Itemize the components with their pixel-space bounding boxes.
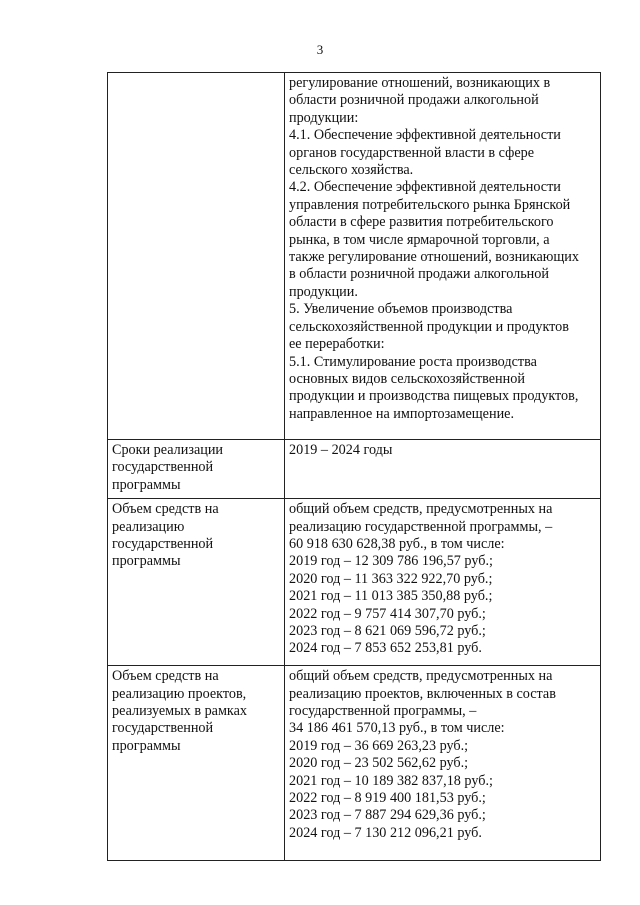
row-label-line: программы <box>112 553 181 570</box>
row-value-line: 5.1. Стимулирование роста производства <box>289 353 537 370</box>
row-value-line: 2021 год – 10 189 382 837,18 руб.; <box>289 772 493 789</box>
row-value-line: государственной программы, – <box>289 703 477 720</box>
table-row <box>108 440 601 499</box>
row-value-line: 4.1. Обеспечение эффективной деятельности <box>289 127 561 144</box>
row-value-line: продукции и производства пищевых продуктов, <box>289 388 579 405</box>
row-label-line: государственной <box>112 720 214 737</box>
row-label-line: Объем средств на <box>112 668 219 685</box>
row-value-line: продукции. <box>289 283 358 300</box>
row-value-line: 2024 год – 7 130 212 096,21 руб. <box>289 824 482 841</box>
table-row <box>108 499 601 666</box>
row-value-line: реализацию проектов, включенных в состав <box>289 685 556 702</box>
row-label-line: программы <box>112 737 181 754</box>
row-label-line: государственной <box>112 536 214 553</box>
row-value-line: 2020 год – 23 502 562,62 руб.; <box>289 755 469 772</box>
row-label-line: программы <box>112 476 181 493</box>
row-label-line: реализацию <box>112 518 185 535</box>
row-value-line: области розничной продажи алкогольной <box>289 92 539 109</box>
row-label-line: реализацию проектов, <box>112 685 247 702</box>
row-value-line: общий объем средств, предусмотренных на <box>289 501 553 518</box>
row-value-cell <box>285 499 601 666</box>
row-label-line: Объем средств на <box>112 501 219 518</box>
row-value-line: продукции: <box>289 109 359 126</box>
row-label-line: Сроки реализации <box>112 442 224 458</box>
row-value-line: 2024 год – 7 853 652 253,81 руб. <box>289 640 482 657</box>
row-value-line: 2023 год – 8 621 069 596,72 руб.; <box>289 623 486 640</box>
row-value-line: также регулирование отношений, возникающих <box>289 249 579 266</box>
row-value-line: сельскохозяйственной продукции и продуктов <box>289 318 569 335</box>
row-value-line: 2023 год – 7 887 294 629,36 руб.; <box>289 807 486 824</box>
row-value-line: основных видов сельскохозяйственной <box>289 370 525 387</box>
row-label-line: государственной <box>112 459 214 476</box>
row-value-line: общий объем средств, предусмотренных на <box>289 668 553 685</box>
row-value-cell <box>285 666 601 861</box>
row-value-line: реализацию государственной программы, – <box>289 518 553 535</box>
row-value-line: области в сфере развития потребительского <box>289 214 554 231</box>
row-value-line: органов государственной власти в сфере <box>289 144 535 161</box>
row-label-cell <box>108 499 285 666</box>
row-value-line: рынка, в том числе ярмарочной торговли, а <box>289 231 550 248</box>
row-value-line: ее переработки: <box>289 336 385 353</box>
table-row <box>108 666 601 861</box>
row-value-line: 2019 год – 12 309 786 196,57 руб.; <box>289 553 493 570</box>
row-value-line: 2021 год – 11 013 385 350,88 руб.; <box>289 588 493 605</box>
row-value-line: 2019 год – 36 669 263,23 руб.; <box>289 737 469 754</box>
row-value-line: направленное на импортозамещение. <box>289 405 515 422</box>
row-value-line: 60 918 630 628,38 руб., в том числе: <box>289 536 505 553</box>
row-value-cell <box>285 73 601 440</box>
row-value-line: сельского хозяйства. <box>289 162 414 179</box>
page-number: 3 <box>316 42 324 57</box>
program-passport-table <box>107 72 601 861</box>
row-value-line: 34 186 461 570,13 руб., в том числе: <box>289 720 505 737</box>
row-value-line: 4.2. Обеспечение эффективной деятельности <box>289 179 561 196</box>
row-label-cell <box>108 440 285 499</box>
row-value-line: 2019 – 2024 годы <box>289 442 393 458</box>
row-label-cell <box>108 666 285 861</box>
row-label-cell <box>108 73 285 440</box>
row-value-line: 2020 год – 11 363 322 922,70 руб.; <box>289 570 493 587</box>
row-label-line: реализуемых в рамках <box>112 703 248 720</box>
row-value-line: 2022 год – 8 919 400 181,53 руб.; <box>289 790 486 807</box>
row-value-line: 2022 год – 9 757 414 307,70 руб.; <box>289 605 486 622</box>
row-value-line: регулирование отношений, возникающих в <box>289 75 551 91</box>
row-value-line: 5. Увеличение объемов производства <box>289 301 513 318</box>
row-value-line: управления потребительского рынка Брянской <box>289 196 571 213</box>
table-row <box>108 73 601 440</box>
row-value-cell <box>285 440 601 499</box>
row-value-line: в области розничной продажи алкогольной <box>289 266 549 283</box>
